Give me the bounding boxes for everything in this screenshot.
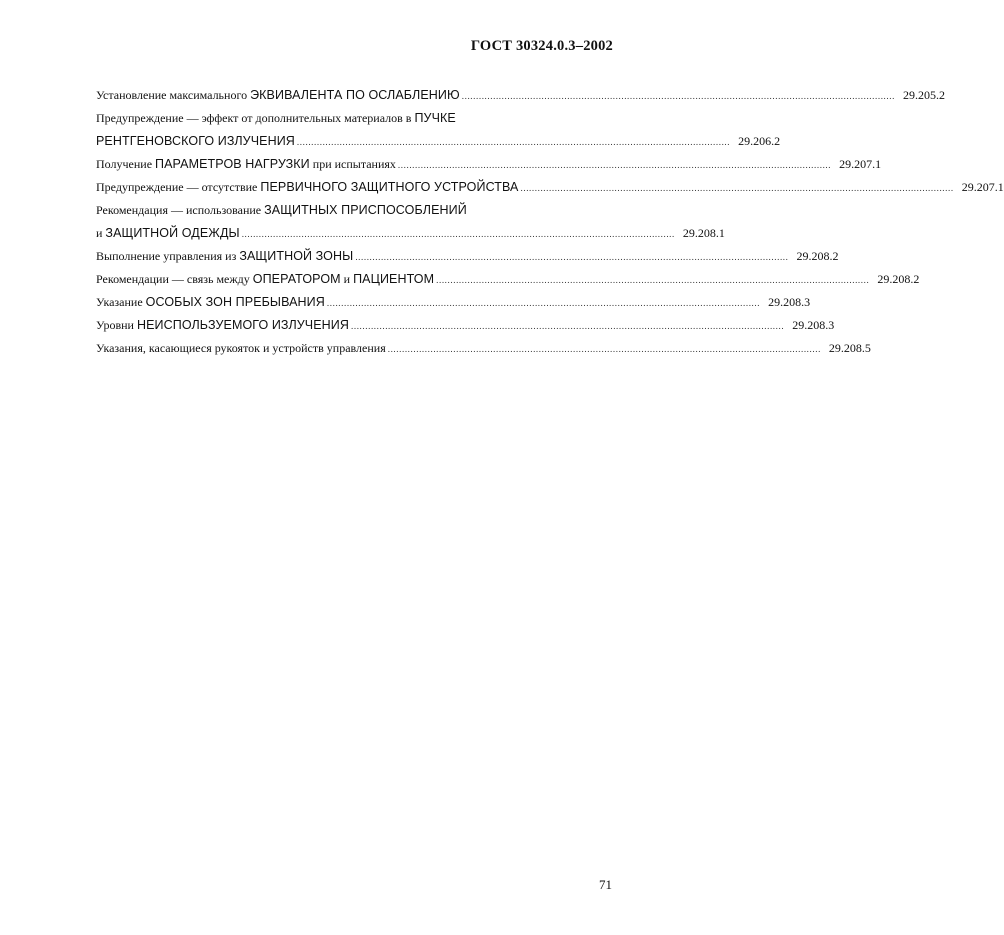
- dot-leader: ........................................................................................................................................................: [520, 183, 954, 193]
- toc-entry-term: ОСОБЫХ ЗОН ПРЕБЫВАНИЯ: [145, 295, 325, 309]
- toc-entry-continuation: [96, 222, 725, 245]
- dot-leader: ........................................................................................................................................................: [397, 160, 832, 170]
- toc-entry: [96, 314, 835, 337]
- toc-entry-pre: Предупреждение — эффект от дополнительных материалов в: [96, 111, 415, 125]
- toc-entry-term: ПУЧКЕ: [414, 111, 456, 125]
- toc-entry-pre: Получение: [96, 157, 156, 171]
- toc-entry-text: [96, 176, 519, 199]
- dot-leader: ........................................................................................................................................................: [436, 275, 870, 285]
- toc-entry-term: ОПЕРАТОРОМ: [252, 272, 341, 286]
- toc-entry-section: 29.208.2: [877, 272, 920, 286]
- toc-entry-pre: Выполнение управления из: [96, 249, 240, 263]
- toc-entry-term: ПЕРВИЧНОГО ЗАЩИТНОГО УСТРОЙСТВА: [260, 180, 519, 194]
- toc-entry-section: 29.207.1: [961, 180, 1004, 194]
- toc-entry: [96, 199, 604, 222]
- toc-entry-term: РЕНТГЕНОВСКОГО ИЗЛУЧЕНИЯ: [96, 134, 295, 148]
- toc-entry: [96, 176, 1004, 199]
- toc-entry-pre: Уровни: [96, 318, 137, 332]
- dot-leader: ........................................................................................................................................................: [296, 137, 731, 147]
- toc-entry-text: [96, 291, 325, 314]
- toc-entry: [96, 84, 945, 107]
- toc-entry-section: 29.205.2: [902, 88, 945, 102]
- toc-entry-text: [96, 314, 349, 337]
- dot-leader: ........................................................................................................................................................: [241, 229, 675, 239]
- toc-entry-term: ЭКВИВАЛЕНТА ПО ОСЛАБЛЕНИЮ: [250, 88, 460, 102]
- dot-leader: ........................................................................................................................................................: [351, 321, 785, 331]
- toc-entry-pre: Рекомендация — использование: [96, 203, 265, 217]
- toc-entry-term: ПАРАМЕТРОВ НАГРУЗКИ: [155, 157, 310, 171]
- toc-entry-text: [96, 222, 240, 245]
- toc-entry-pre: Указания, касающиеся рукояток и устройств управления: [96, 341, 386, 355]
- toc-entry-text: [96, 245, 353, 268]
- toc-entry-text: [96, 107, 456, 130]
- toc-entry-term-2: ПАЦИЕНТОМ: [353, 272, 435, 286]
- dot-leader: ........................................................................................................................................................: [326, 298, 761, 308]
- toc-entry-pre: Рекомендации — связь между: [96, 272, 253, 286]
- toc-entry-pre: Предупреждение — отсутствие: [96, 180, 261, 194]
- dot-leader: ........................................................................................................................................................: [387, 344, 821, 354]
- toc-entry-term: ЗАЩИТНЫХ ПРИСПОСОБЛЕНИЙ: [264, 203, 467, 217]
- toc-entry-text: [96, 199, 467, 222]
- toc-entry-term: ЗАЩИТНОЙ ЗОНЫ: [239, 249, 354, 263]
- toc-entry: [96, 153, 882, 176]
- toc-entry: [96, 107, 604, 130]
- toc-entry: [96, 268, 920, 291]
- toc-entry-pre: Указание: [96, 295, 146, 309]
- toc-entry-post: и: [340, 272, 354, 286]
- table-of-contents: [96, 84, 1004, 360]
- toc-entry: [96, 245, 839, 268]
- toc-entry: [96, 291, 811, 314]
- toc-entry-section: 29.208.3: [792, 318, 835, 332]
- toc-entry-post: при испытаниях: [309, 157, 396, 171]
- page-number: 71: [599, 877, 612, 892]
- toc-entry-continuation: [96, 130, 781, 153]
- toc-entry-section: 29.208.5: [828, 341, 871, 355]
- toc-entry-term: НЕИСПОЛЬЗУЕМОГО ИЗЛУЧЕНИЯ: [136, 318, 349, 332]
- toc-entry-section: 29.206.2: [738, 134, 781, 148]
- toc-entry-text: [96, 337, 386, 360]
- dot-leader: ........................................................................................................................................................: [355, 252, 789, 262]
- toc-entry-text: [96, 153, 396, 176]
- toc-entry-pre: Установление максимального: [96, 88, 251, 102]
- toc-entry-text: [96, 268, 434, 291]
- toc-entry-text: [96, 84, 460, 107]
- toc-entry-pre: и: [96, 226, 106, 240]
- toc-entry-section: 29.208.1: [682, 226, 725, 240]
- toc-entry: [96, 337, 871, 360]
- toc-entry-text: [96, 130, 295, 153]
- toc-entry-section: 29.208.3: [768, 295, 811, 309]
- dot-leader: ........................................................................................................................................................: [461, 91, 895, 101]
- toc-entry-section: 29.207.1: [839, 157, 882, 171]
- toc-entry-term: ЗАЩИТНОЙ ОДЕЖДЫ: [105, 226, 240, 240]
- document-header: ГОСТ 30324.0.3–2002: [470, 38, 613, 54]
- toc-entry-section: 29.208.2: [796, 249, 839, 263]
